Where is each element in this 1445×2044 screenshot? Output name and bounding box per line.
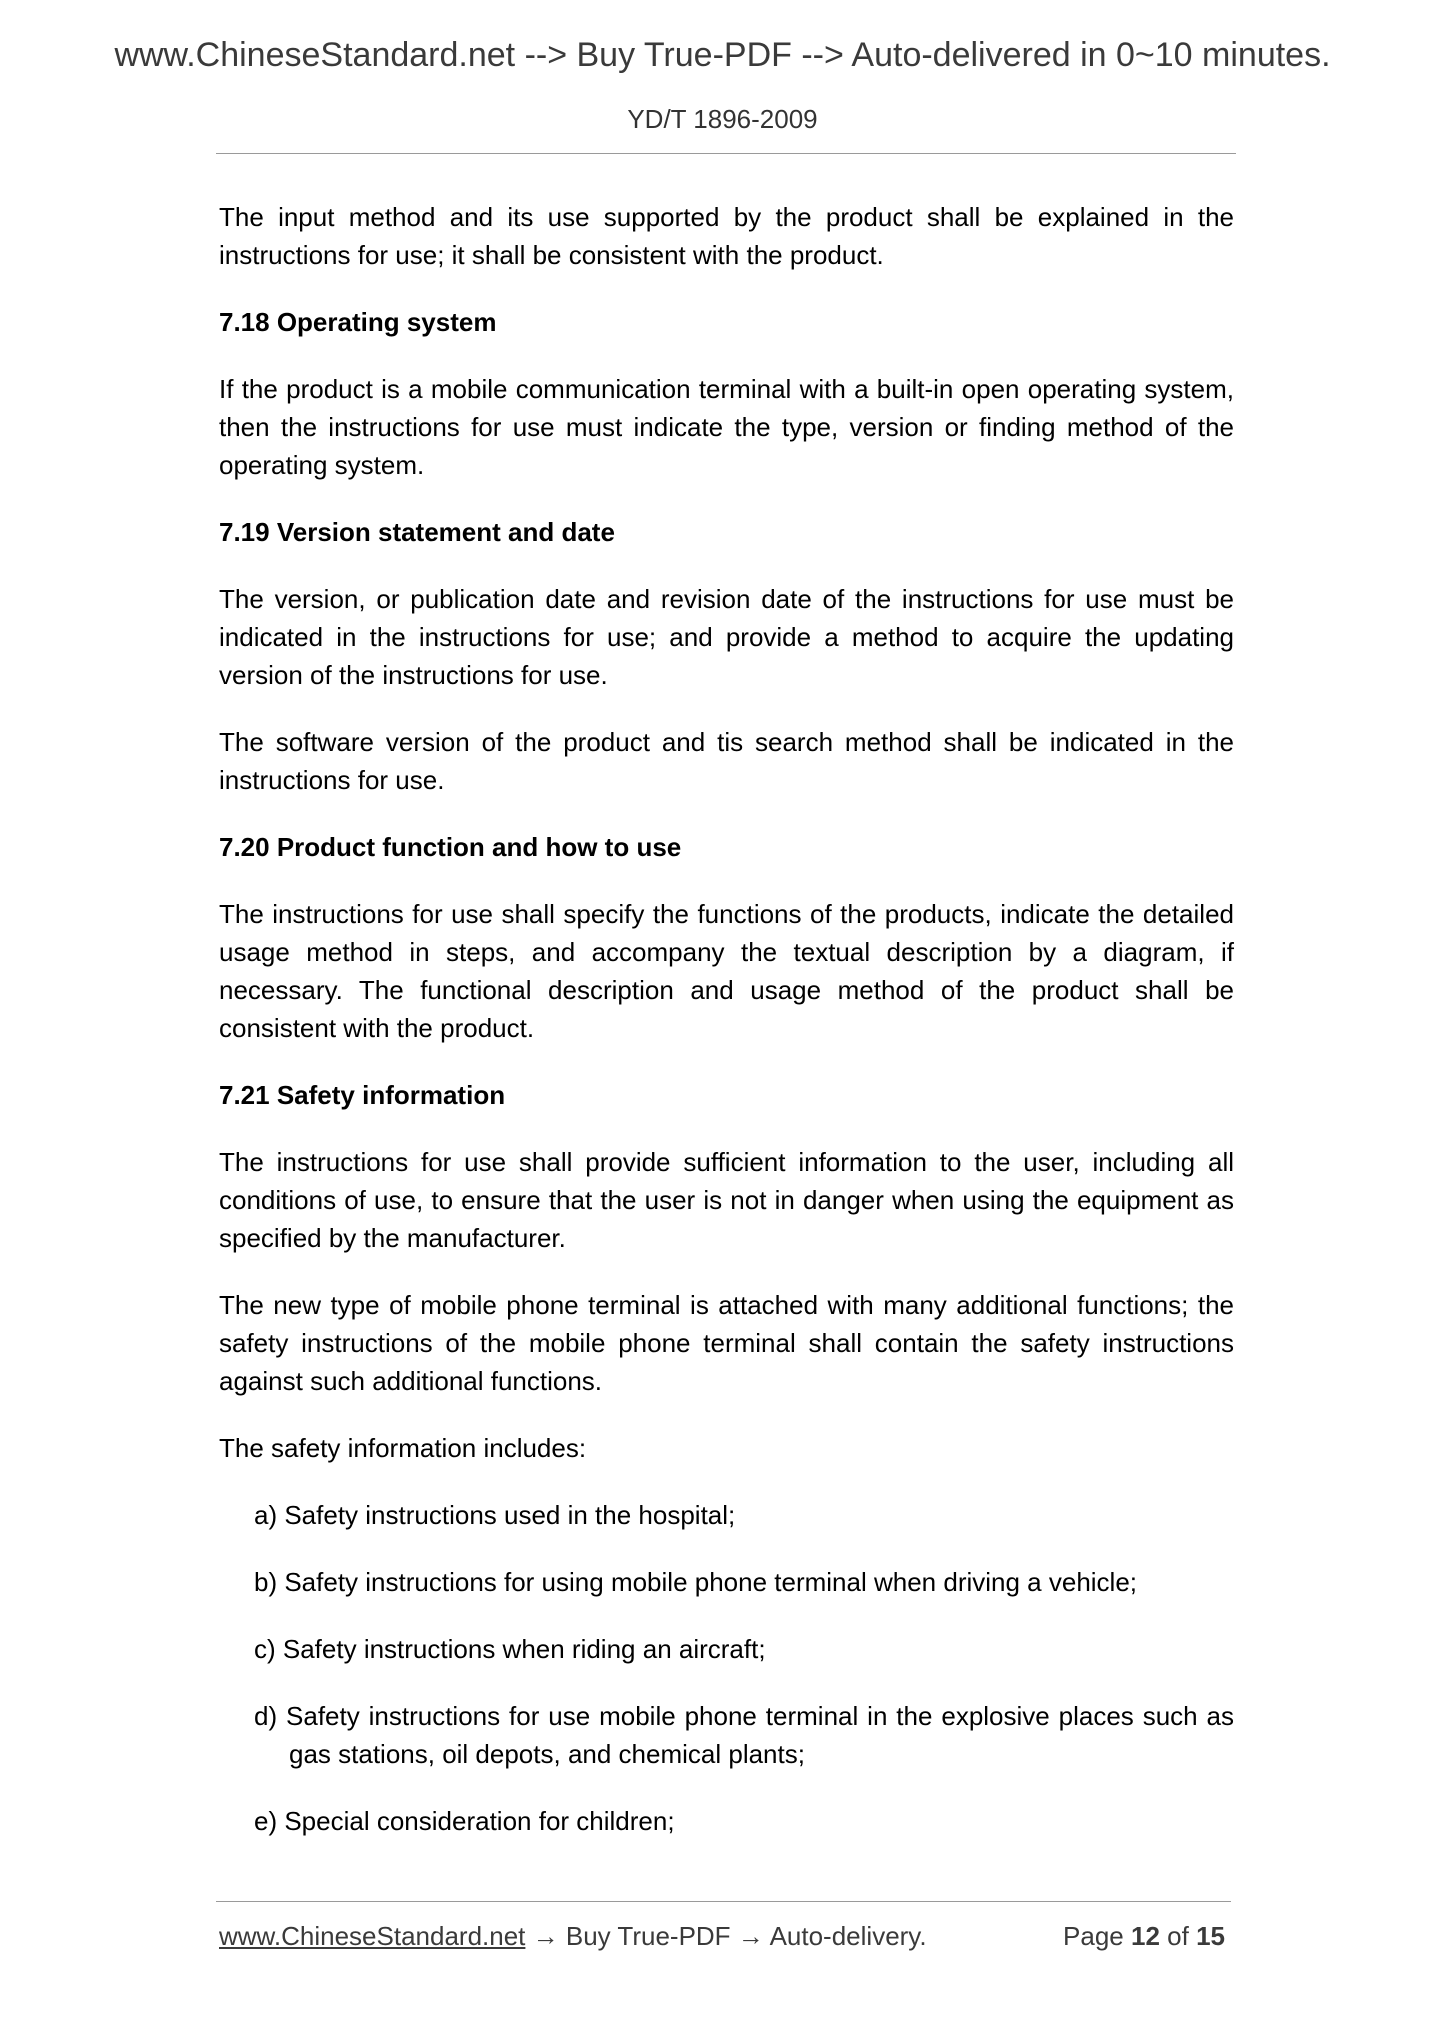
footer-site-link[interactable]: www.ChineseStandard.net [219,1921,526,1951]
paragraph-7-21-b: The new type of mobile phone terminal is attached with many additional functions; the safety instructions of the mobile phone terminal shall contain the safety instructions against such additional functions. [219,1290,1234,1396]
paragraph-intro: The input method and its use supported by the product shall be explained in the instructions for use; it shall be consistent with the product. [219,202,1234,270]
footer-divider [216,1901,1231,1902]
heading-7-18: 7.18 Operating system [219,307,497,337]
paragraph-7-18: If the product is a mobile communication terminal with a built-in open operating system, then the instructions for use must indicate the type, version or finding method of the operating system. [219,374,1234,480]
list-item: d) Safety instructions for use mobile phone terminal in the explosive places such as gas stations, oil depots, and chemical plants; [254,1701,1234,1769]
list-item: a) Safety instructions used in the hospital; [254,1500,736,1530]
paragraph-7-20: The instructions for use shall specify the functions of the products, indicate the detailed usage method in steps, and accompany the textual description by a diagram, if necessary. The functional description and usage method of the product shall be consistent with the product. [219,899,1234,1043]
page-total: 15 [1196,1921,1225,1951]
heading-7-20: 7.20 Product function and how to use [219,832,682,862]
paragraph-7-19-b: The software version of the product and tis search method shall be indicated in the instructions for use. [219,727,1234,795]
page-label: Page [1063,1921,1124,1951]
page-indicator [1063,1921,1225,1952]
top-banner: www.ChineseStandard.net --> Buy True-PDF --> Auto-delivered in 0~10 minutes. [114,36,1331,74]
page-body [219,198,1234,1869]
footer-tail-text: → Buy True-PDF → Auto-delivery. [525,1921,927,1951]
of-label: of [1167,1921,1189,1951]
document-number: YD/T 1896-2009 [627,104,818,134]
paragraph-7-21-a: The instructions for use shall provide sufficient information to the user, including all conditions of use, to ensure that the user is not in danger when using the equipment as specified by the manufacturer. [219,1147,1234,1253]
page-current: 12 [1131,1921,1160,1951]
list-item: e) Special consideration for children; [254,1806,675,1836]
paragraph-7-21-c: The safety information includes: [219,1433,587,1463]
paragraph-7-19-a: The version, or publication date and revision date of the instructions for use must be indicated in the instructions for use; and provide a method to acquire the updating version of the instructions for use. [219,584,1234,690]
heading-7-19: 7.19 Version statement and date [219,517,615,547]
header-divider [216,153,1236,154]
footer-links [219,1921,927,1952]
list-item: b) Safety instructions for using mobile phone terminal when driving a vehicle; [254,1567,1138,1597]
list-item: c) Safety instructions when riding an aircraft; [254,1634,766,1664]
heading-7-21: 7.21 Safety information [219,1080,506,1110]
